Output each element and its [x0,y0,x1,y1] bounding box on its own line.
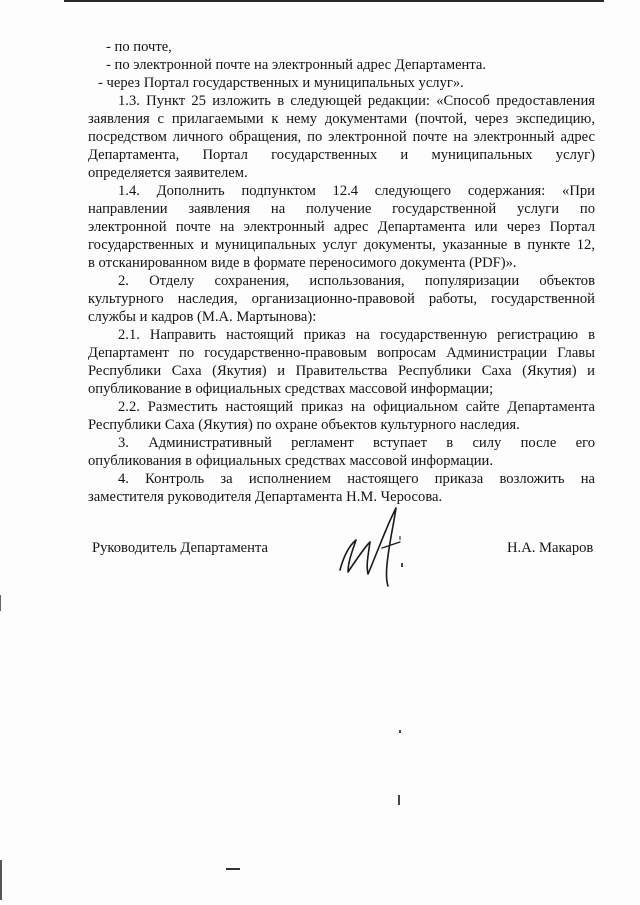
paragraph-2-2-line-1: 2.2. Разместить настоящий приказ на официальном сайте Департамента [118,399,595,415]
paragraph-2-1-line-1: 2.1. Направить настоящий приказ на государственную регистрацию в [118,327,595,343]
paragraph-1-4-line-5: в отсканированном виде в формате переносимого документа (PDF)». [88,255,517,271]
scan-speck [399,730,401,733]
scan-top-edge [64,0,604,2]
scan-edge-mark [0,860,2,900]
paragraph-2-line-2: культурного наследия, организационно-правовой работы, государственной [88,291,595,307]
paragraph-1-3-line-1: 1.3. Пункт 25 изложить в следующей редакции: «Способ предоставления [118,93,595,109]
paragraph-1-3-line-2: заявления с прилагаемыми к нему документами (почтой, через экспедицию, [88,111,595,127]
paragraph-1-4-line-3: электронной почте на электронный адрес Департамента или через Портал [88,219,595,235]
paragraph-4-line-2: заместителя руководителя Департамента Н.М. Черосова. [88,489,443,505]
scan-speck [401,563,403,567]
list-item-portal: - через Портал государственных и муниципальных услуг». [98,75,464,91]
paragraph-1-3-line-3: посредством личного обращения, по электронной почте на электронный адрес [88,129,595,145]
signer-name: Н.А. Макаров [507,540,594,556]
paragraph-2-line-1: 2. Отделу сохранения, использования, популяризации объектов [118,273,595,289]
scan-speck [226,868,240,870]
scan-speck [398,795,400,805]
paragraph-4-line-1: 4. Контроль за исполнением настоящего приказа возложить на [118,471,595,487]
paragraph-3-line-2: опубликования в официальных средствах массовой информации. [88,453,494,469]
paragraph-1-3-line-5: определяется заявителем. [88,165,248,181]
paragraph-1-4-line-4: государственных и муниципальных услуг документы, указанные в пункте 12, [88,237,595,253]
paragraph-2-2-line-2: Республики Саха (Якутия) по охране объектов культурного наследия. [88,417,520,433]
paragraph-2-1-line-4: опубликование в официальных средствах массовой информации; [88,381,494,397]
signer-position-title: Руководитель Департамента [92,540,268,556]
paragraph-2-1-line-2: Департамент по государственно-правовым вопросам Администрации Главы [88,345,595,361]
list-item-post: - по почте, [106,39,172,55]
paragraph-2-line-3: службы и кадров (М.А. Мартынова): [88,309,317,325]
list-item-email: - по электронной почте на электронный адрес Департамента. [106,57,487,73]
paragraph-3-line-1: 3. Административный регламент вступает в силу после его [118,435,595,451]
scan-edge-mark [0,595,1,611]
paragraph-1-4-line-2: направлении заявления на получение государственной услуги по [88,201,595,217]
handwritten-signature [330,500,410,590]
paragraph-2-1-line-3: Республики Саха (Якутия) и Правительства Республики Саха (Якутия) и [88,363,595,379]
paragraph-1-3-line-4: Департамента, Портал государственных и муниципальных услуг) [88,147,595,163]
paragraph-1-4-line-1: 1.4. Дополнить подпунктом 12.4 следующего содержания: «При [118,183,595,199]
